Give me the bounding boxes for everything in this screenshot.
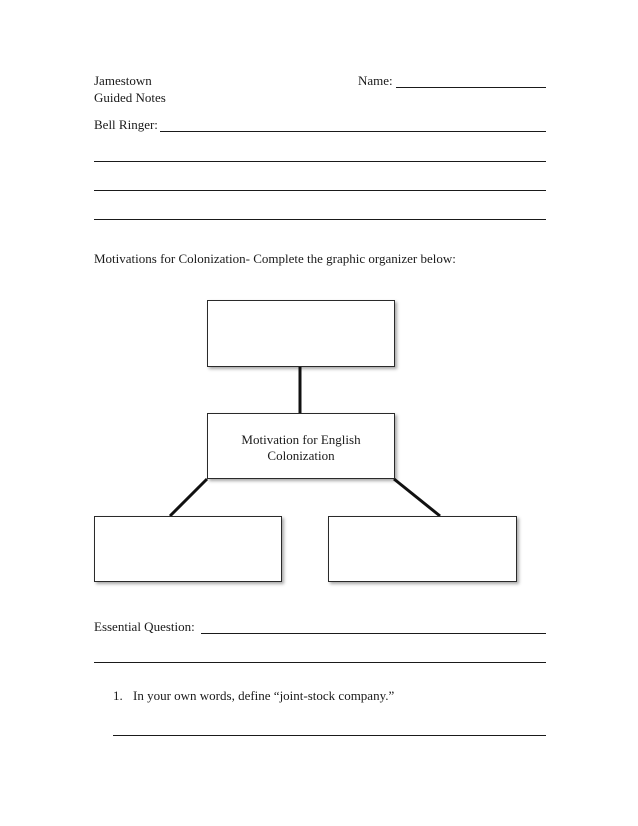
organizer-box-center — [207, 413, 395, 479]
organizer-center-label: Motivation for English Colonization — [241, 432, 361, 463]
worksheet-subtitle: Guided Notes — [94, 90, 166, 105]
name-label: Name: — [358, 73, 393, 88]
bell-ringer-label: Bell Ringer: — [94, 117, 158, 132]
bell-ringer-line[interactable] — [94, 219, 546, 220]
bell-ringer-line[interactable] — [94, 161, 546, 162]
worksheet-title: Jamestown — [94, 73, 152, 88]
question-answer-line[interactable] — [113, 735, 546, 736]
bell-ringer-line[interactable] — [94, 190, 546, 191]
organizer-box-top[interactable] — [207, 300, 395, 367]
bell-ringer-line[interactable] — [160, 131, 546, 132]
question-number: 1. — [113, 688, 123, 703]
essential-question-label: Essential Question: — [94, 619, 195, 634]
name-field-line[interactable] — [396, 87, 546, 88]
connector-line-left — [170, 479, 207, 516]
essential-question-line[interactable] — [201, 633, 546, 634]
essential-question-line[interactable] — [94, 662, 546, 663]
motivations-instruction: Motivations for Colonization- Complete the graphic organizer below: — [94, 251, 456, 266]
organizer-box-right[interactable] — [328, 516, 517, 582]
question-text: In your own words, define “joint-stock company.” — [133, 688, 395, 703]
organizer-box-left[interactable] — [94, 516, 282, 582]
connector-line-right — [394, 479, 440, 516]
